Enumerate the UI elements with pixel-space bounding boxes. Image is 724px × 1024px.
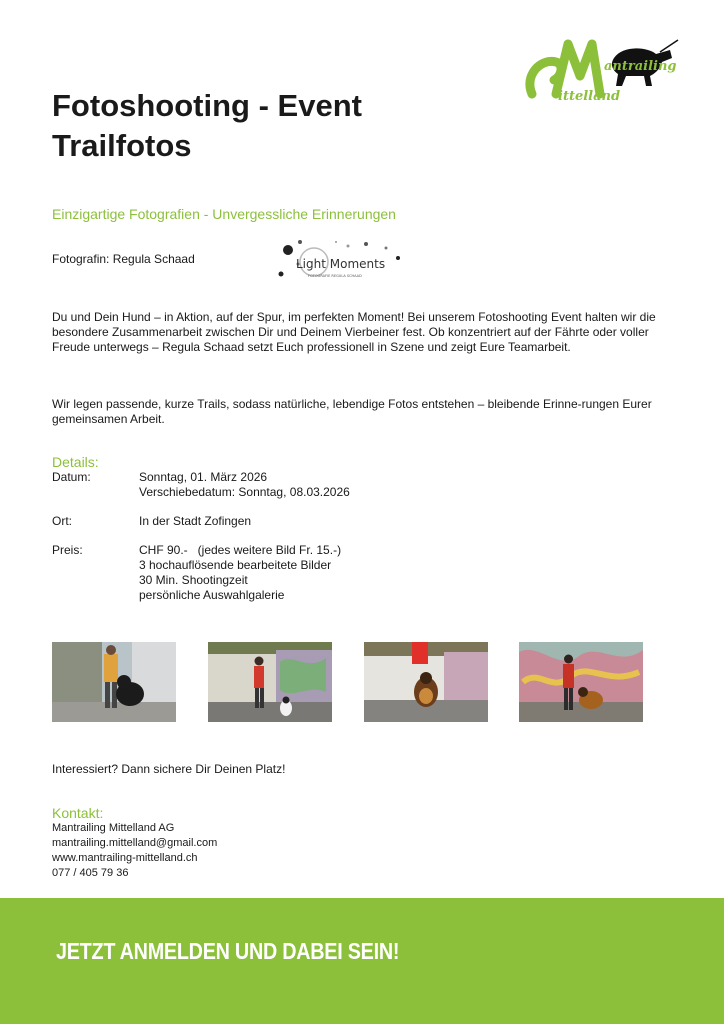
contact-heading: Kontakt: [52, 805, 104, 821]
title-line-2: Trailfotos [52, 128, 192, 163]
preis-label: Preis: [52, 543, 83, 557]
contact-phone: 077 / 405 79 36 [52, 867, 129, 879]
preis-price: CHF 90.- (jedes weitere Bild Fr. 15.-) [139, 543, 342, 557]
contact-company: Mantrailing Mittelland AG [52, 822, 175, 834]
intro-paragraph-1: Du und Dein Hund – in Aktion, auf der Spur, im perfekten Moment! Bei unserem Fotoshooting Event halten wir die besondere Zusammenarbeit zwischen Dir und Deinem Vierbeiner fest. Ob konzentriert auf der Fährte oder voller Freude unterwegs – Regula Schaad setzt Euch professionell in Szene und zeigt Eure Teamarbeit. [52, 310, 656, 354]
preis-value [139, 543, 439, 603]
ort-value: In der Stadt Zofingen [139, 514, 252, 528]
contact-website[interactable]: www.mantrailing-mittelland.ch [52, 852, 198, 864]
contact-block [52, 821, 217, 881]
svg-text:Light Moments: Light Moments [296, 257, 386, 271]
page-title [52, 86, 362, 166]
photo-dog-trail-1 [52, 642, 176, 722]
light-moments-logo [274, 236, 406, 284]
photographer-label: Fotografin: Regula Schaad [52, 252, 195, 266]
interest-text: Interessiert? Dann sichere Dir Deinen Platz! [52, 762, 286, 776]
photo-dog-trail-2 [208, 642, 332, 722]
preis-item-images: 3 hochauflösende bearbeitete Bilder [139, 558, 332, 572]
details-heading: Details: [52, 454, 99, 470]
svg-text:FOTOGRAFIE REGULA SCHAAD: FOTOGRAFIE REGULA SCHAAD [308, 274, 362, 278]
photo-dog-trail-3 [364, 642, 488, 722]
preis-item-time: 30 Min. Shootingzeit [139, 573, 248, 587]
photo-dog-trail-4 [519, 642, 643, 722]
intro-paragraph-2: Wir legen passende, kurze Trails, sodass natürliche, lebendige Fotos entstehen – bleibende Erinne-rungen Eurer gemeinsamen Arbeit. [52, 397, 652, 426]
datum-value-alternate: Verschiebedatum: Sonntag, 08.03.2026 [139, 485, 350, 499]
datum-value-main: Sonntag, 01. März 2026 [139, 470, 268, 484]
svg-text:ittelland: ittelland [558, 89, 621, 104]
ort-label: Ort: [52, 514, 72, 528]
subtitle: Einzigartige Fotografien - Unvergessliche Erinnerungen [52, 206, 396, 222]
datum-label: Datum: [52, 470, 91, 484]
title-line-1: Fotoshooting - Event [52, 88, 362, 123]
register-cta: JETZT ANMELDEN UND DABEI SEIN! [56, 938, 400, 964]
mantrailing-mittelland-logo [522, 36, 682, 104]
datum-value [139, 470, 439, 500]
svg-text:antrailing: antrailing [604, 59, 677, 74]
contact-email[interactable]: mantrailing.mittelland@gmail.com [52, 837, 218, 849]
preis-item-gallery: persönliche Auswahlgalerie [139, 588, 285, 602]
